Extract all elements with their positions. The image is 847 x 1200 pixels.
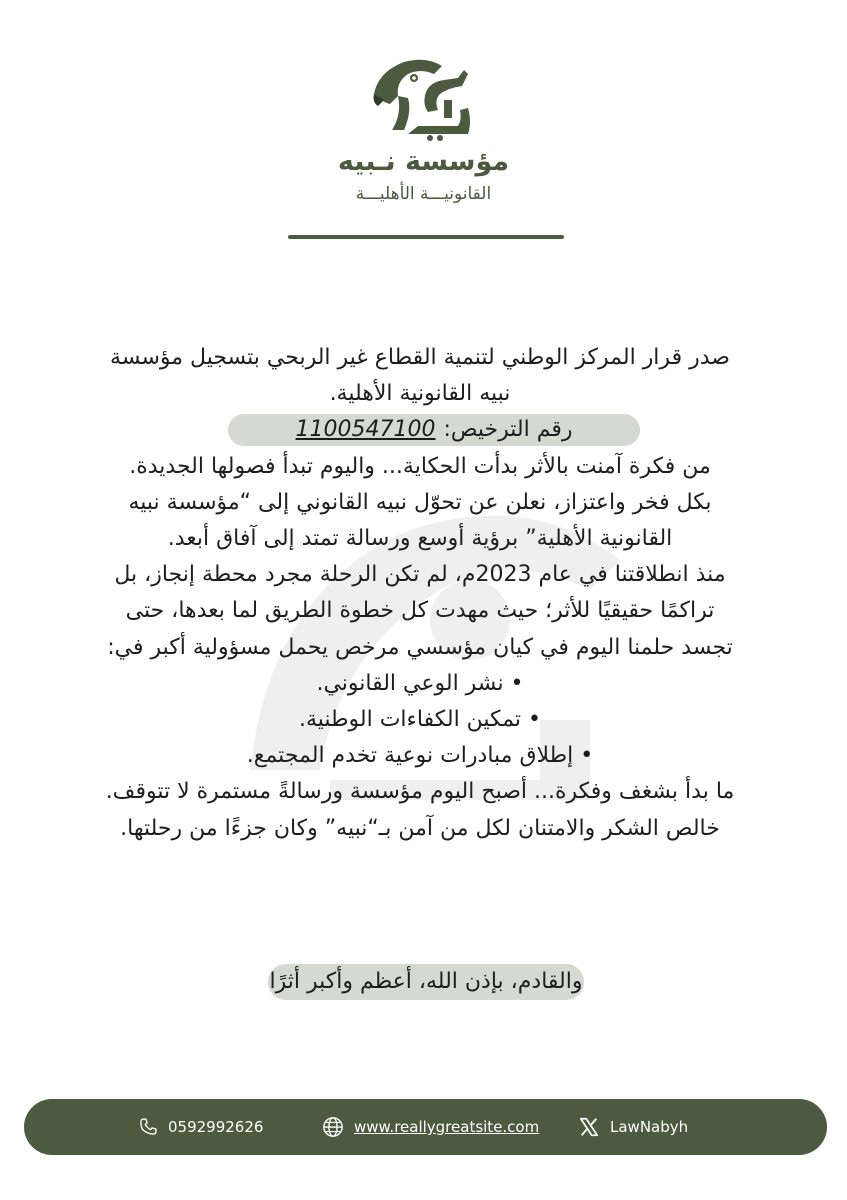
website-url[interactable]: www.reallygreatsite.com	[354, 1118, 540, 1136]
bullet-item: • نشر الوعي القانوني.	[316, 670, 524, 696]
organization-logo	[0, 52, 847, 202]
body-line: القانونية الأهلية” برؤية أوسع ورسالة تمتد إلى آفاق أبعد.	[167, 526, 673, 551]
license-label: رقم الترخيص:	[443, 417, 573, 443]
bullet-item: • تمكين الكفاءات الوطنية.	[298, 707, 542, 733]
body-line: ما بدأ بشغف وفكرة... أصبح اليوم مؤسسة ورسالةً مستمرة لا تتوقف.	[105, 779, 735, 805]
body-line: صدر قرار المركز الوطني لتنمية القطاع غير الربحي بتسجيل مؤسسة	[110, 345, 730, 370]
bullet-item: • إطلاق مبادرات نوعية تخدم المجتمع.	[246, 743, 594, 769]
organization-subtitle: القانونيـــة الأهليـــة	[355, 184, 492, 204]
body-line: تراكمًا حقيقيًا للأثر؛ حيث مهدت كل خطوة الطريق لما بعدها، حتى	[125, 598, 715, 624]
website-link[interactable]	[322, 1099, 539, 1155]
announcement-body	[100, 340, 740, 847]
license-highlight	[228, 414, 640, 446]
globe-icon	[322, 1116, 344, 1138]
license-number: 1100547100	[295, 417, 436, 443]
falcon-head-logo-icon	[368, 52, 478, 144]
divider	[288, 235, 564, 239]
body-line: من فكرة آمنت بالأثر بدأت الحكاية... واليوم تبدأ فصولها الجديدة.	[129, 453, 711, 479]
body-line: نبيه القانونية الأهلية.	[329, 381, 511, 407]
body-line: خالص الشكر والامتنان لكل من آمن بـ“نبيه” وكان جزءًا من رحلتها.	[120, 815, 720, 841]
closing-statement: والقادم، بإذن الله، أعظم وأكبر أثرًا	[268, 964, 584, 1000]
phone-icon	[138, 1117, 158, 1137]
phone-contact[interactable]	[138, 1099, 263, 1155]
license-row	[100, 412, 740, 448]
organization-name: مؤسسة نـبيه	[337, 146, 510, 177]
body-line: منذ انطلاقتنا في عام 2023م، لم تكن الرحلة مجرد محطة إنجاز، بل	[114, 562, 726, 588]
x-account[interactable]	[578, 1099, 688, 1155]
x-logo-icon	[578, 1116, 600, 1138]
x-handle: LawNabyh	[610, 1118, 689, 1136]
contact-footer	[24, 1099, 827, 1155]
phone-number: 0592992626	[168, 1118, 264, 1136]
body-line: تجسد حلمنا اليوم في كيان مؤسسي مرخص يحمل مسؤولية أكبر في:	[107, 634, 733, 660]
body-line: بكل فخر واعتزاز، نعلن عن تحوّل نبيه القانوني إلى “مؤسسة نبيه	[128, 489, 712, 515]
